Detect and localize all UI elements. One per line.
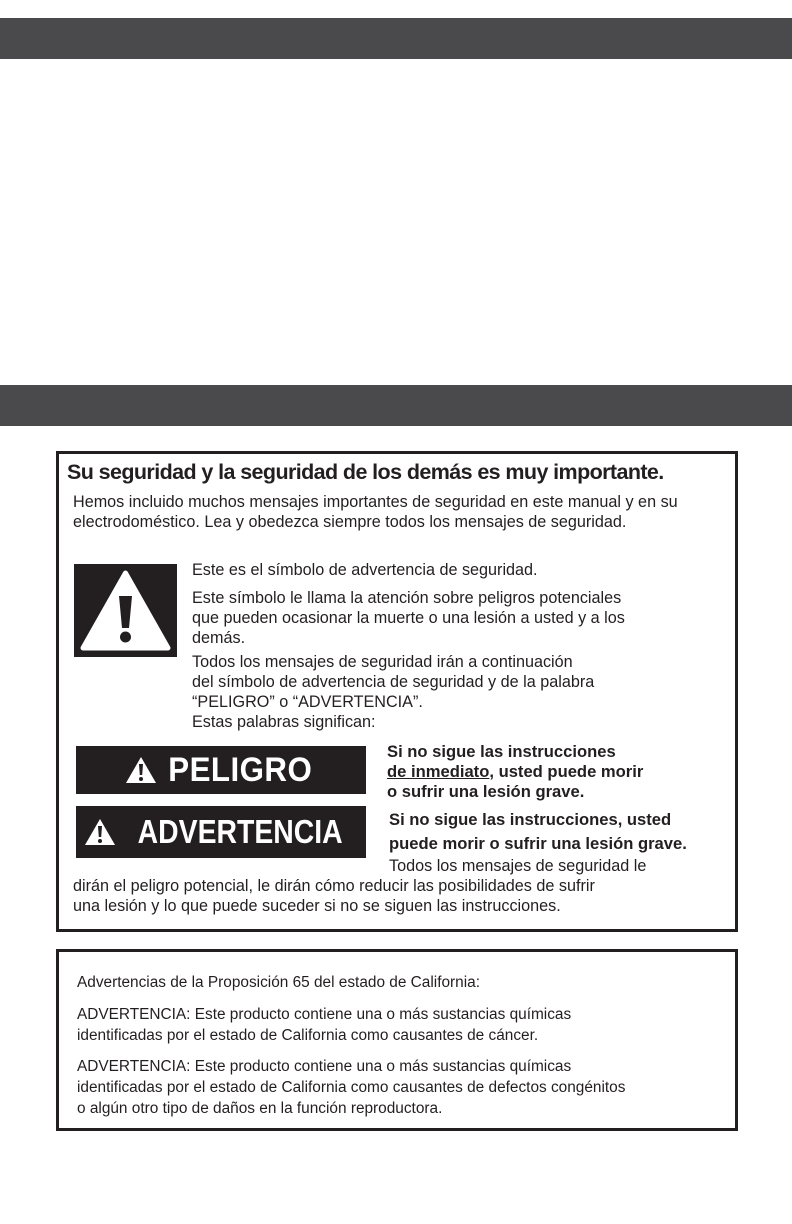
alert-triangle-icon [83, 817, 117, 847]
danger-signal-label [76, 746, 366, 794]
prop65-line: ADVERTENCIA: Este producto contiene una o más sustancias químicas [77, 1006, 572, 1023]
alert-symbol [74, 564, 177, 657]
attention-line: demás. [192, 629, 246, 647]
warning-signal-label [76, 806, 366, 858]
prop65-line: o algún otro tipo de daños en la función reproductora. [77, 1100, 443, 1117]
prop65-warning-reproductive [77, 1056, 625, 1119]
warning-word: ADVERTENCIA [137, 813, 343, 850]
prop65-line: identificadas por el estado de California como causantes de cáncer. [77, 1027, 539, 1044]
warning-desc-line: puede morir o sufrir una lesión grave. [389, 834, 687, 853]
danger-desc-line [387, 762, 643, 782]
danger-description [387, 742, 643, 802]
meaning-text: Estas palabras significan: [192, 713, 376, 731]
alert-triangle-icon [124, 755, 158, 785]
safety-box [56, 451, 738, 932]
danger-desc-line: Si no sigue las instrucciones [387, 742, 616, 761]
alert-triangle-icon [74, 564, 177, 657]
prop65-line: ADVERTENCIA: Este producto contiene una o más sustancias químicas [77, 1058, 572, 1075]
attention-text [192, 588, 625, 648]
prop65-box [56, 949, 738, 1131]
messages-text [192, 652, 594, 712]
warning-desc-line: Si no sigue las instrucciones, usted [389, 810, 672, 829]
messages-line: Todos los mensajes de seguridad irán a continuación [192, 653, 573, 671]
attention-line: que pueden ocasionar la muerte o una lesión a usted y a los [192, 609, 625, 627]
prop65-warning-cancer [77, 1004, 571, 1046]
symbol-text: Este es el símbolo de advertencia de seguridad. [192, 561, 538, 579]
intro-text: Hemos incluido muchos mensajes importantes de seguridad en este manual y en su electrodoméstico. Lea y obedezca siempre todos los mensajes de seguridad. [73, 493, 678, 531]
warning-description [389, 808, 687, 856]
danger-desc-line: o sufrir una lesión grave. [387, 782, 585, 801]
closing-line: una lesión y lo que puede suceder si no se siguen las instrucciones. [73, 897, 561, 915]
closing-text: Todos los mensajes de seguridad le [389, 857, 647, 875]
closing-line: dirán el peligro potencial, le dirán cómo reducir las posibilidades de sufrir [73, 877, 595, 895]
safety-title: Su seguridad y la seguridad de los demás es muy importante. [67, 460, 664, 484]
closing-text-cont [73, 876, 595, 916]
prop65-line: identificadas por el estado de California como causantes de defectos congénitos [77, 1079, 626, 1096]
danger-desc-emphasis: de inmediato [387, 762, 490, 781]
messages-line: del símbolo de advertencia de seguridad y de la palabra [192, 673, 595, 691]
attention-line: Este símbolo le llama la atención sobre peligros potenciales [192, 589, 622, 607]
prop65-title: Advertencias de la Proposición 65 del estado de California: [77, 974, 480, 991]
danger-word: PELIGRO [167, 750, 313, 789]
header-bar [0, 18, 792, 59]
section-bar [0, 385, 792, 426]
messages-line: “PELIGRO” o “ADVERTENCIA”. [192, 693, 423, 711]
danger-desc-rest: , usted puede morir [489, 762, 644, 781]
